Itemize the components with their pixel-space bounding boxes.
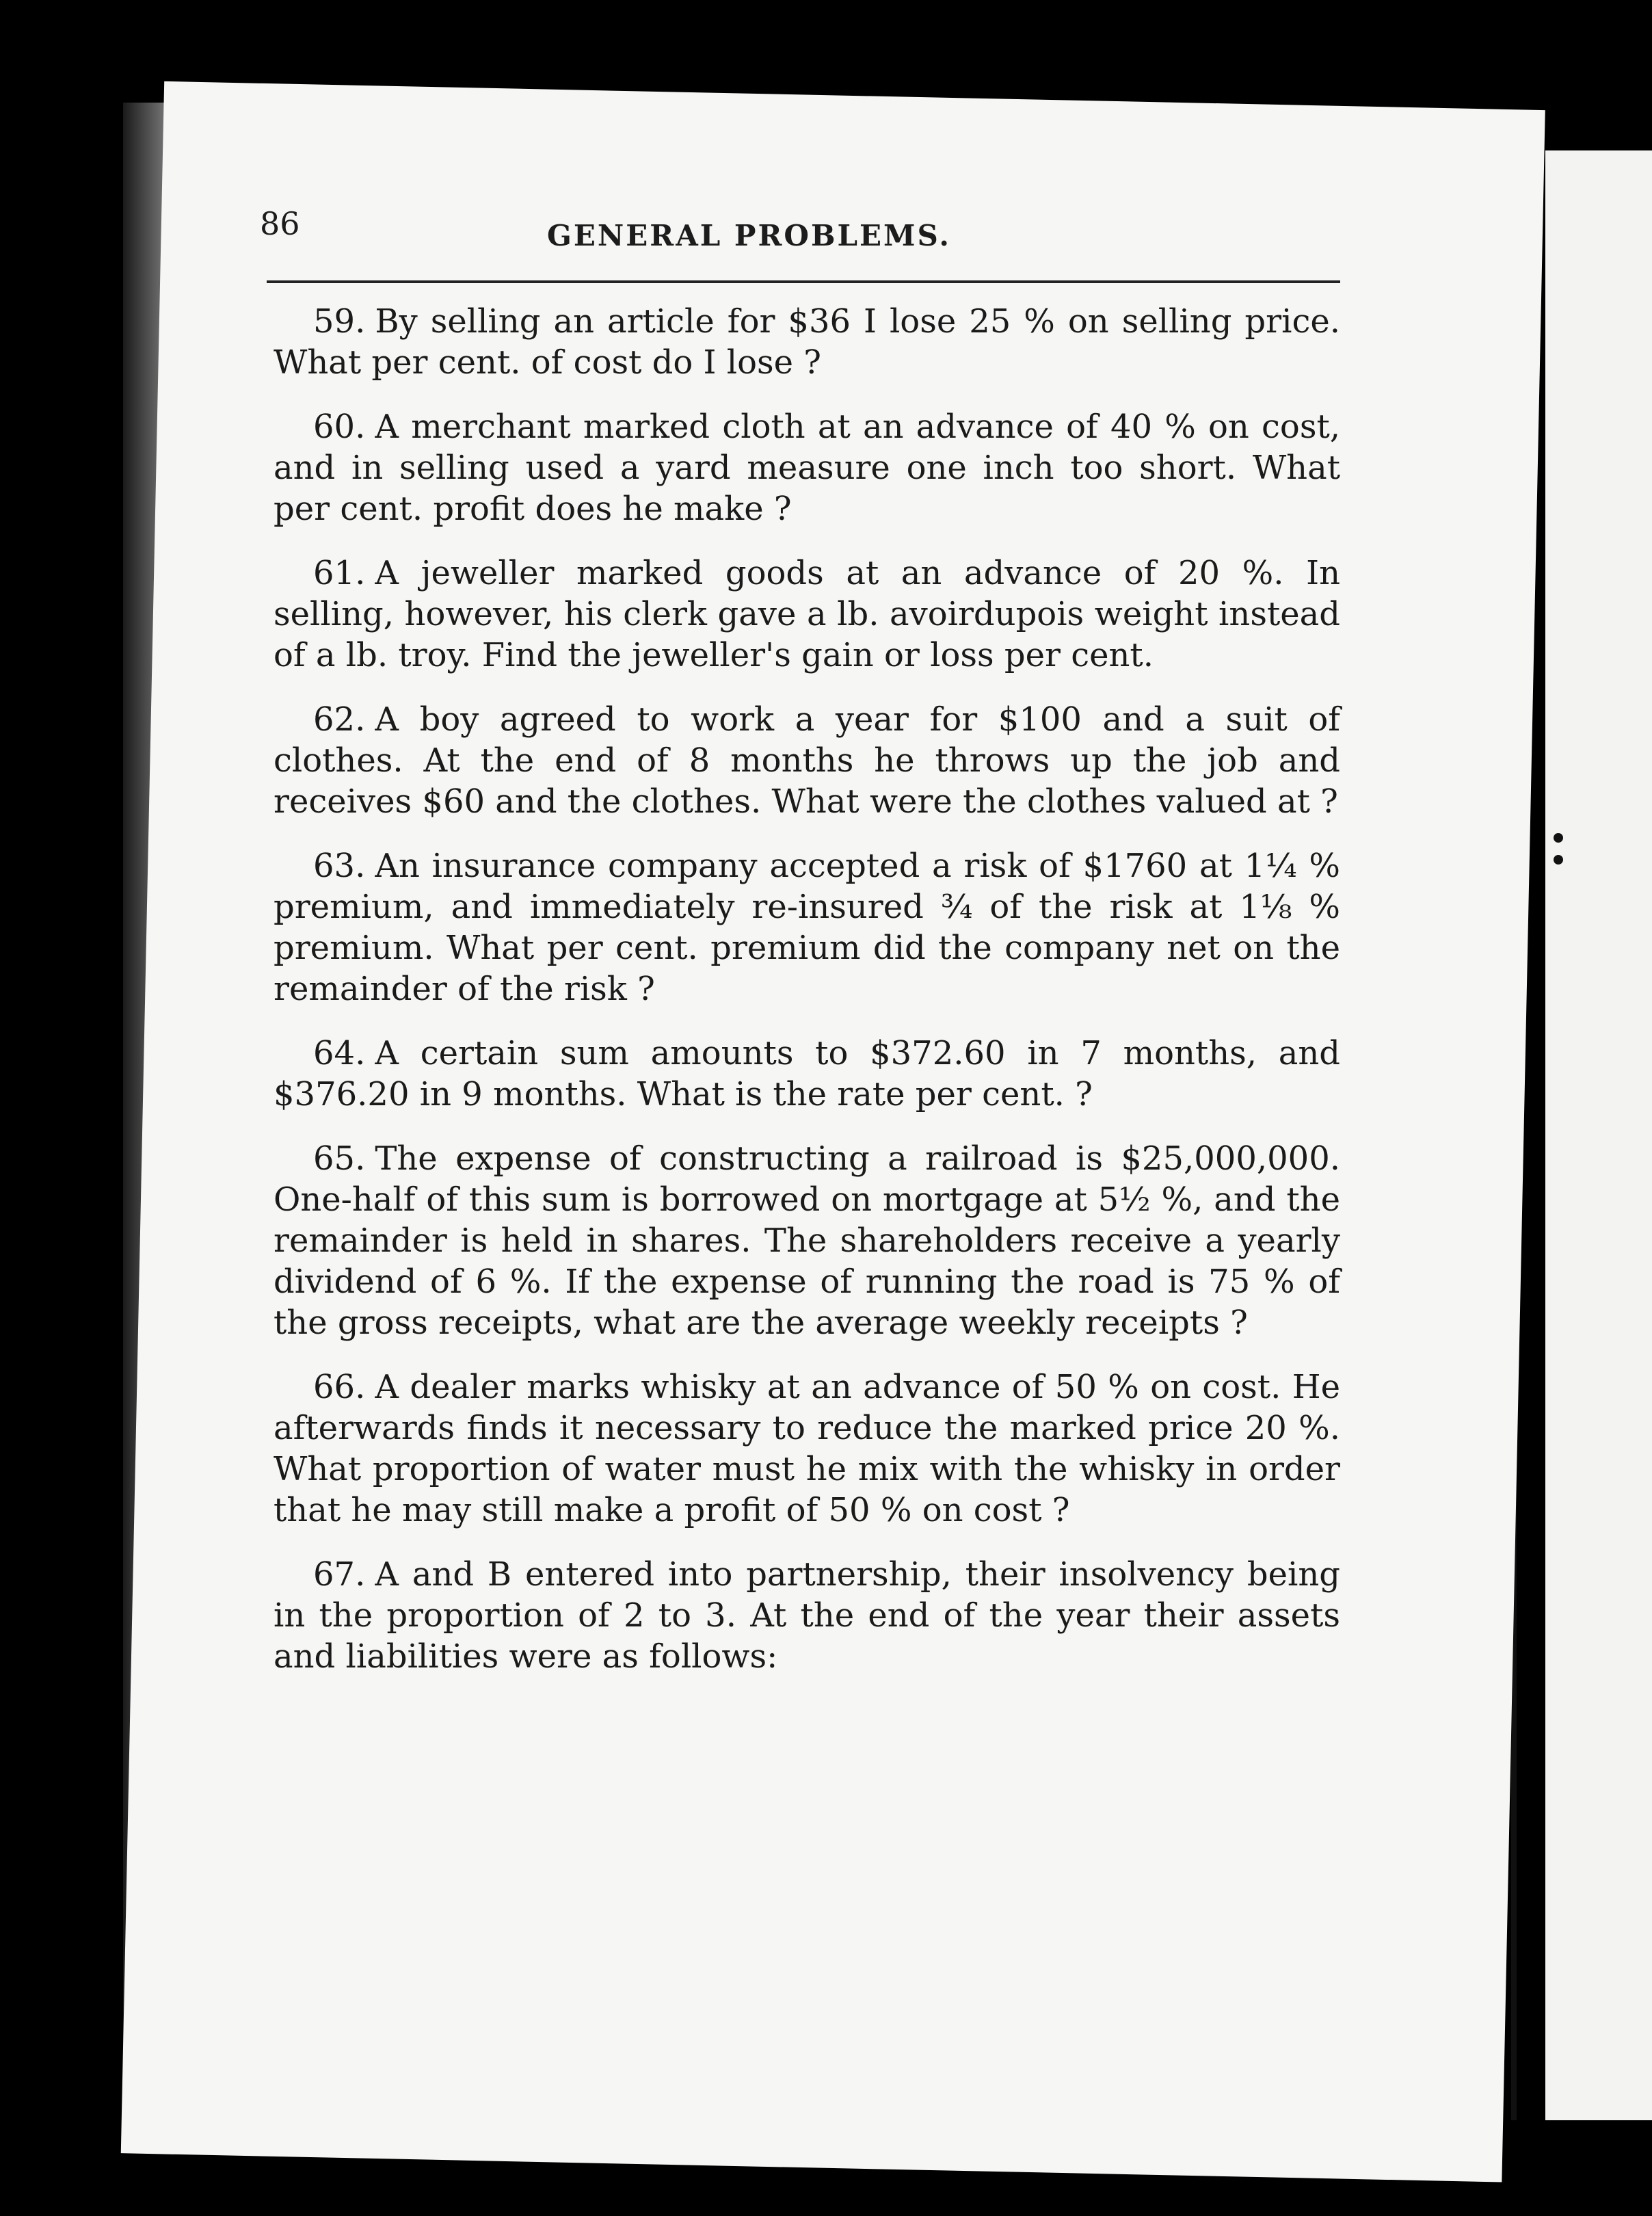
facing-page-edge: [1545, 150, 1652, 2120]
problem-60: [274, 406, 1340, 529]
problem-text: A certain sum amounts to $372.60 in 7 months, and $376.20 in 9 months. What is the rate per cent. ?: [274, 1034, 1340, 1113]
problem-number: 67.: [313, 1555, 366, 1594]
problem-number: 63.: [313, 847, 366, 885]
problem-number: 59.: [313, 302, 366, 341]
problem-number: 64.: [313, 1034, 366, 1072]
problem-text: A jeweller marked goods at an advance of 20 %. In selling, however, his clerk gave a lb. avoirdupois weight instead of a lb. troy. Find the jeweller's gain or loss per cent.: [274, 554, 1340, 674]
problem-63: [274, 845, 1340, 1010]
page-number: 86: [260, 205, 300, 242]
problem-67: [274, 1554, 1340, 1677]
problem-number: 62.: [313, 700, 366, 739]
running-title: GENERAL PROBLEMS.: [547, 219, 951, 252]
problem-number: 66.: [313, 1368, 366, 1406]
problem-list: [274, 301, 1340, 1700]
problem-59: [274, 301, 1340, 383]
problem-64: [274, 1033, 1340, 1115]
problem-62: [274, 699, 1340, 822]
problem-61: [274, 553, 1340, 676]
margin-marks: [1554, 833, 1567, 874]
page-header: [260, 205, 1327, 274]
problem-66: [274, 1367, 1340, 1531]
problem-number: 65.: [313, 1139, 366, 1178]
problem-text: A merchant marked cloth at an advance of 40 % on cost, and in selling used a yard measure one inch too short. What per cent. profit does he make ?: [274, 408, 1340, 528]
problem-text: By selling an article for $36 I lose 25 % on selling price. What per cent. of cost do I lose ?: [274, 302, 1340, 382]
header-rule: [267, 280, 1340, 283]
problem-text: The expense of constructing a railroad is $25,000,000. One-half of this sum is borrowed on mortgage at 5½ %, and the remainder is held in shares. The shareholders receive a yearly dividend of 6 %. If the expense of running the road is 75 % of the gross receipts, what are the average weekly receipts ?: [274, 1139, 1340, 1342]
problem-65: [274, 1138, 1340, 1343]
problem-text: A dealer marks whisky at an advance of 50 % on cost. He afterwards finds it necessary to reduce the marked price 20 %. What proportion of water must he mix with the whisky in order that he may still make a profit of 50 % on cost ?: [274, 1368, 1340, 1529]
problem-number: 60.: [313, 408, 366, 446]
problem-text: An insurance company accepted a risk of $1760 at 1¼ % premium, and immediately re-insured ¾ of the risk at 1⅛ % premium. What per cent. premium did the company net on the remainder of the risk ?: [274, 847, 1340, 1008]
problem-text: A boy agreed to work a year for $100 and a suit of clothes. At the end of 8 months he throws up the job and receives $60 and the clothes. What were the clothes valued at ?: [274, 700, 1340, 821]
problem-text: A and B entered into partnership, their insolvency being in the proportion of 2 to 3. At the end of the year their assets and liabilities were as follows:: [274, 1555, 1340, 1676]
problem-number: 61.: [313, 554, 366, 592]
